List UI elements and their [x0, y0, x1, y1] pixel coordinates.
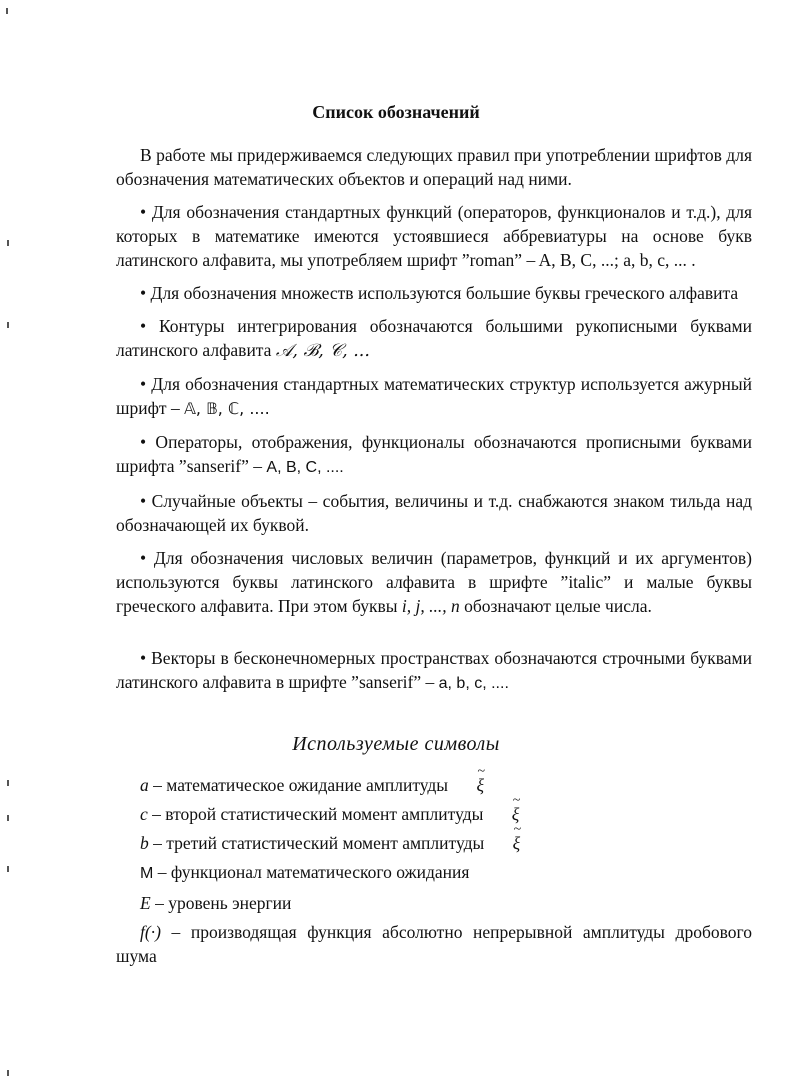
symbol-row: b – третий статистический момент амплитуды ~ ξ	[116, 831, 752, 855]
scan-speck	[7, 780, 9, 786]
xi-tilde: ~ ξ	[488, 802, 520, 826]
page-title: Список обозначений	[312, 102, 480, 122]
xi-tilde: ~ ξ	[489, 831, 521, 855]
scan-speck	[7, 322, 9, 328]
scan-speck	[7, 1070, 9, 1076]
xi-tilde: ~ ξ	[452, 773, 484, 797]
script-example: 𝒜, ℬ, 𝒞, ...	[275, 341, 370, 361]
item-tilde: • Случайные объекты – события, величины и т.д. снабжаются знаком тильда над обозначающей их буквой.	[116, 491, 752, 535]
item-roman: • Для обозначения стандартных функций (операторов, функционалов и т.д.), для которых в математике имеются устоявшиеся аббревиатуры на основе букв латинского алфавита, мы употребляем шрифт ”roman” – A, B, C, ...; a, b, c, ... .	[116, 202, 752, 270]
item-script: • Контуры интегрирования обозначаются большими рукописными буквами латинского алфавита 𝒜, ℬ, 𝒞, ...	[116, 316, 752, 361]
symbols-list	[116, 773, 752, 973]
vector-example: a, b, c, ....	[438, 675, 509, 692]
item-greek: • Для обозначения множеств используются большие буквы греческого алфавита	[140, 283, 739, 303]
italic-example: i, j, ..., n	[401, 596, 460, 616]
symbol-row: M – функционал математического ожидания	[140, 862, 470, 882]
sanserif-example: A, B, C, ....	[266, 459, 344, 476]
item-sanserif-operators: • Операторы, отображения, функционалы обозначаются прописными буквами шрифта ”sanserif” – A, B, C, ....	[116, 432, 752, 476]
symbols-title: Используемые символы	[292, 733, 500, 755]
symbol-row: c – второй статистический момент амплитуды ~ ξ	[116, 802, 752, 826]
symbol-row: a – математическое ожидание амплитуды ~ ξ	[116, 773, 752, 797]
blackboard-example: 𝔸, 𝔹, ℂ, ....	[184, 399, 270, 418]
scan-speck	[7, 815, 9, 821]
scan-speck	[6, 8, 8, 14]
intro-paragraph: В работе мы придерживаемся следующих правил при употреблении шрифтов для обозначения математических объектов и операций над ними.	[116, 145, 752, 189]
scan-speck	[7, 866, 9, 872]
conventions-body	[116, 143, 752, 705]
symbol-row: E – уровень энергии	[140, 893, 292, 913]
symbol-row: f(·) – производящая функция абсолютно непрерывной амплитуды дробового шума	[116, 922, 752, 966]
scan-speck	[7, 240, 9, 246]
item-italic: • Для обозначения числовых величин (параметров, функций и их аргументов) используются буквы латинского алфавита в шрифте ”italic” и малые буквы греческого алфавита. При этом буквы i, j, ..., n обозначают целые числа.	[116, 548, 752, 616]
item-vectors: • Векторы в бесконечномерных пространствах обозначаются строчными буквами латинского алфавита в шрифте ”sanserif” – a, b, c, ....	[116, 648, 752, 692]
item-blackboard: • Для обозначения стандартных математических структур используется ажурный шрифт – 𝔸, 𝔹, ℂ, ....	[116, 374, 752, 418]
